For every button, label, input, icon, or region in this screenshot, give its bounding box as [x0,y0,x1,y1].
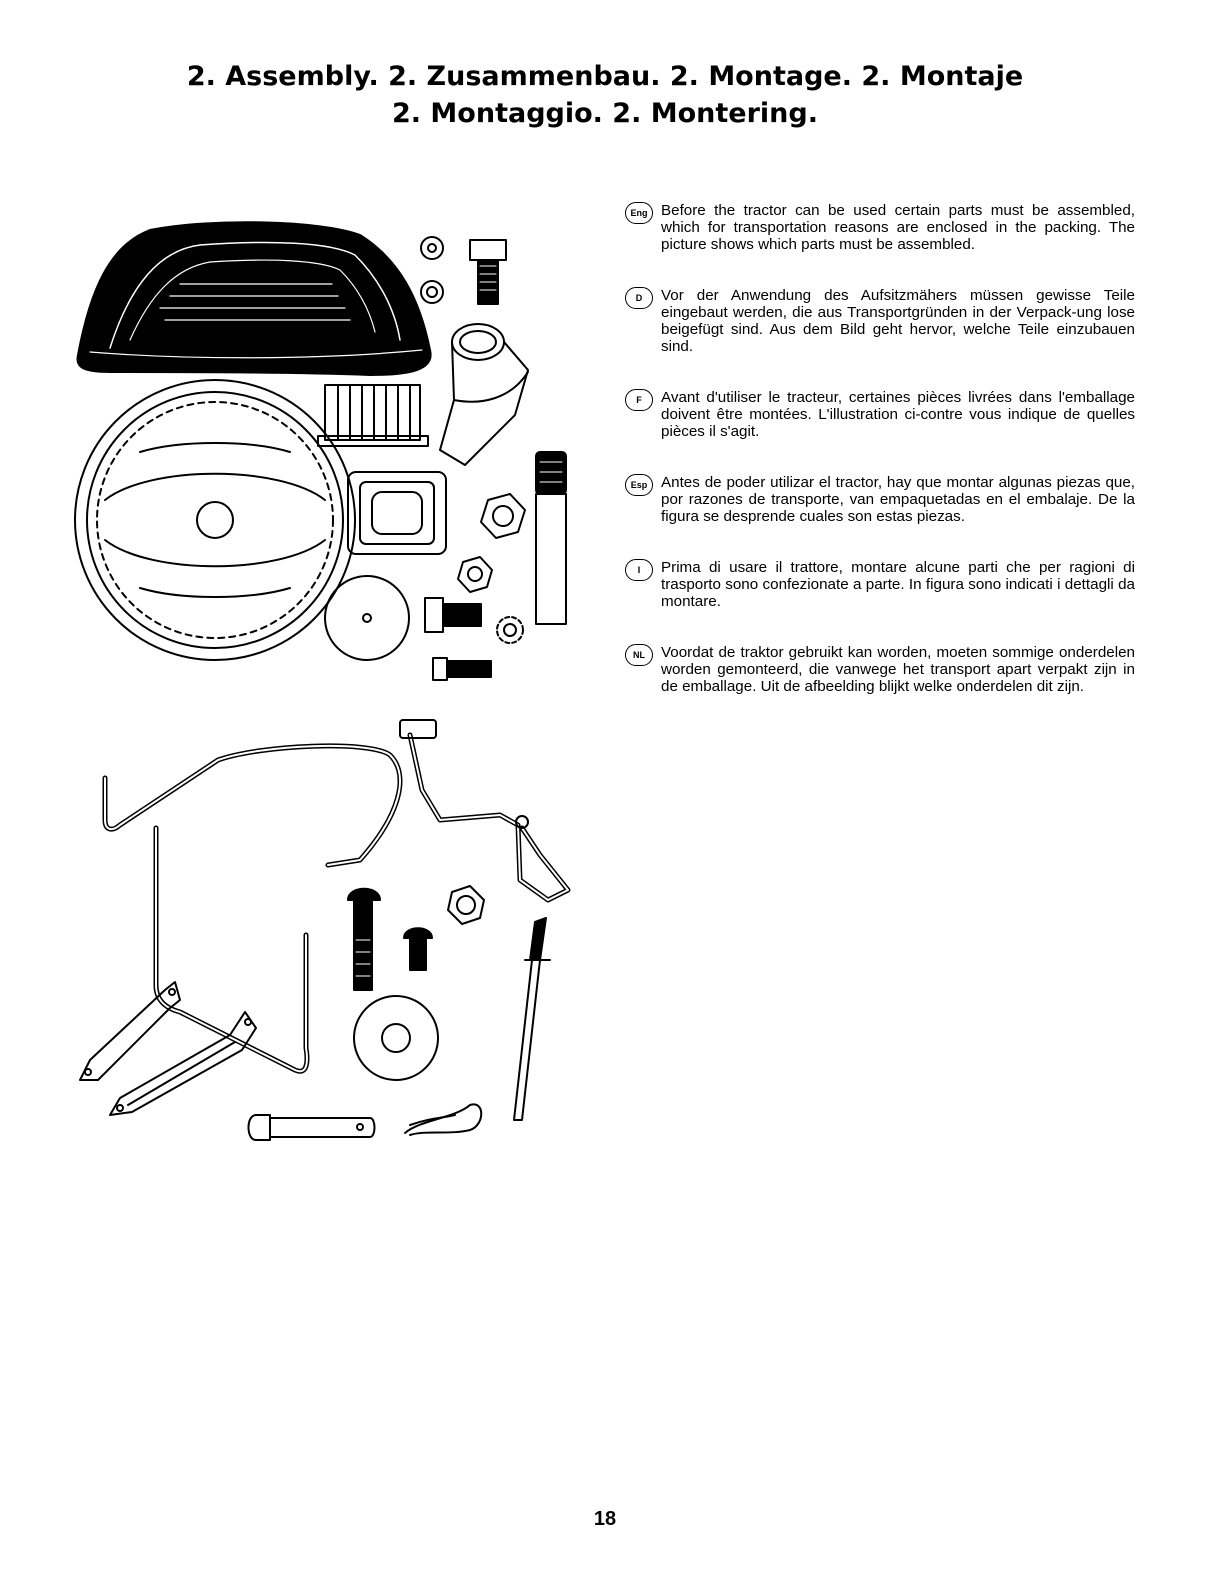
clevis-pin-icon [249,1115,375,1140]
bolt-icon [433,658,491,680]
hex-bolt-icon [470,240,506,304]
bolt-icon [425,598,481,632]
bent-rod-icon [156,828,307,1071]
instruction-text: Vor der Anwendung des Aufsitzmähers müssen gewisse Teile eingebaut werden, die aus Transportgründen in der Verpack-ung lose beigefügt sind. Aus dem Bild geht hervor, welche Teile einzubauen sind. [661,287,1135,355]
instructions-dutch [625,644,1135,695]
language-badge-icon: I [625,559,653,581]
seat-icon [77,222,430,375]
instruction-text: Antes de poder utilizar el tractor, hay que montar algunas piezas que, por razones de transporte, van empaquetadas en el embalaje. De la figura se desprende cuales son estas piezas. [661,474,1135,525]
language-badge-icon: Esp [625,474,653,496]
lock-washer-icon [421,237,443,259]
large-washer-icon [354,996,438,1080]
hex-nut-icon [481,494,525,538]
instructions-column [625,202,1135,729]
instructions-french [625,389,1135,440]
steering-wheel-icon [75,380,355,660]
instruction-text: Prima di usare il trattore, montare alcune parti che per ragioni di trasporto sono confezionate a parte. In figura sono indicati i dettagli da montare. [661,559,1135,610]
long-rod-icon [514,918,550,1120]
page-title-line-1: 2. Assembly. 2. Zusammenbau. 2. Montage. 2. Montaje [186,61,1024,92]
splined-hub-icon [318,385,428,446]
instructions-spanish [625,474,1135,525]
carriage-bolt-icon [348,889,380,990]
hex-nut-icon [448,886,484,924]
language-badge-icon: NL [625,644,653,666]
language-badge-icon: D [625,287,653,309]
carriage-bolt-icon [404,928,432,970]
steering-sleeve-icon [440,324,528,465]
bent-rod-icon [105,746,400,865]
language-badge-icon: F [625,389,653,411]
page-number: 18 [593,1508,617,1530]
page-title [0,58,1210,132]
instructions-italian [625,559,1135,610]
hair-clip-icon [405,1104,481,1135]
flat-washer-icon [421,281,443,303]
lift-lever-icon [400,720,568,900]
page-title-line-2: 2. Montaggio. 2. Montering. [391,98,818,129]
steering-shaft-icon [536,452,566,624]
lock-nut-icon [497,617,523,643]
disc-washer-icon [325,576,409,660]
parts-illustration [70,200,590,1150]
instruction-text: Avant d'utiliser le tracteur, certaines pièces livrées dans l'emballage doivent être montées. L'illustration ci-contre vous indique de quelles pièces il s'agit. [661,389,1135,440]
instruction-text: Before the tractor can be used certain parts must be assembled, which for transportation reasons are enclosed in the packing. The picture shows which parts must be assembled. [661,202,1135,253]
bracket-icon [110,1012,256,1115]
instruction-text: Voordat de traktor gebruikt kan worden, moeten sommige onderdelen worden gemonteerd, die vanwege het transport apart verpakt zijn in de emballage. Uit de afbeelding blijkt welke onderdelen dit zijn. [661,644,1135,695]
language-badge-icon: Eng [625,202,653,224]
instructions-german [625,287,1135,355]
bracket-icon [80,982,180,1080]
cover-plate-icon [348,472,446,554]
instructions-english [625,202,1135,253]
hex-nut-icon [458,557,492,592]
